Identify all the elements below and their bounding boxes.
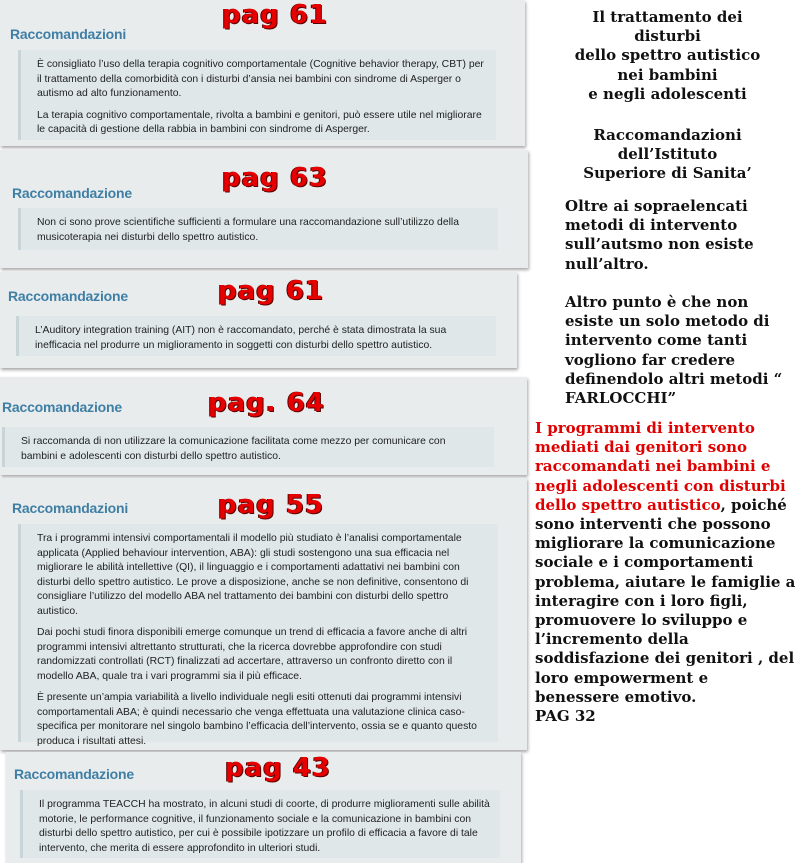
heading-line: dello spettro autistico <box>574 46 761 65</box>
page-reference-label: pag. 64 <box>208 388 325 418</box>
page-reference: PAG 32 <box>535 707 596 726</box>
card-title: Raccomandazione <box>14 766 134 782</box>
card-paragraph: Dai pochi studi finora disponibili emerge comunque un trend di efficacia a favore anche di altri programmi intensivi altrettanto strutturati, che la ricerca dovrebbe approfondire con studi randomizzati controllati (RCT) finalizzati ad accertare, attraverso un confronto diretto con il modello ABA, quale tra i vari programmi sia il più efficace. <box>37 627 468 682</box>
card-paragraph: Il programma TEACCH ha mostrato, in alcuni studi di coorte, di produrre miglioramenti sulle abilità motorie, le performance cognitive, il funzionamento sociale e la comunicazione in bambini con disturbi dello spettro autistico, per cui è possibile ipotizzare un profilo di efficacia a favore di tale intervento, che merita di essere approfondito in ulteriori studi. <box>39 799 490 854</box>
page-reference-label: pag 61 <box>218 276 325 306</box>
sidebar-heading <box>535 8 800 104</box>
card-paragraph: Tra i programmi intensivi comportamentali il modello più studiato è l’analisi comportamentale applicata (Applied behaviour intervention, ABA): gli studi sostengono una sua efficacia nel migliorare le abilità intellettive (QI), il linguaggio e i comportamenti adattativi nei bambini con disturbi dello spettro autistico. Le prove a disposizione, anche se non definitive, consentono di consigliare l’utilizzo del modello ABA nel trattamento dei bambini con disturbi dello spettro autistico. <box>37 533 469 617</box>
card-paragraph: È presente un’ampia variabilità a livello individuale negli esiti ottenuti dai programmi intensivi comportamentali ABA; è quindi necessario che venga effettuata una valutazione clinica caso-specifica per monitorare nel singolo bambino l’efficacia dell’intervento, ossia se e quanto questo produca i risultati attesi. <box>37 692 477 747</box>
card-title: Raccomandazione <box>8 288 128 304</box>
sidebar-paragraph-no-other-methods: Oltre ai sopraelencati metodi di intervento sull’autsmo non esiste null’altro. <box>565 197 754 273</box>
page-reference-label: pag 55 <box>218 490 325 520</box>
subheading-line: Raccomandazioni <box>593 126 742 144</box>
card-title: Raccomandazione <box>12 185 132 201</box>
card-paragraph: Si raccomanda di non utilizzare la comunicazione facilitata come mezzo per comunicare con bambini e adolescenti con disturbi dello spettro autistico. <box>21 436 446 462</box>
card-text-box <box>18 50 496 140</box>
card-paragraph: È consigliato l’uso della terapia cognitivo comportamentale (Cognitive behavior therapy, CBT) per il trattamento della comorbidità con i disturbi d’ansia nei bambini con sindrome di Asperger o autismo ad alto funzionamento. <box>37 59 484 99</box>
heading-line: disturbi <box>634 27 701 46</box>
page-reference-label: pag 61 <box>222 0 329 30</box>
card-text-box <box>2 427 494 467</box>
card-text-box <box>16 316 496 356</box>
body-text: , poiché sono interventi che possono migliorare la comunicazione sociale e i comportamenti problema, aiutare le famiglie a interagire con i loro figli, promuovere lo sviluppo e l’incremento della soddisfazione dei genitori , del loro empowerment e benessere emotivo. <box>535 495 796 706</box>
card-title: Raccomandazioni <box>12 500 129 516</box>
card-text-box <box>20 790 500 858</box>
heading-line: Il trattamento dei <box>592 8 743 26</box>
card-paragraph: La terapia cognitivo comportamentale, rivolta a bambini e genitori, può essere utile nel migliorare le capacità di gestione della rabbia in bambini con sindrome di Asperger. <box>37 109 482 135</box>
page-reference-label: pag 43 <box>225 753 332 783</box>
page-reference-label: pag 63 <box>222 163 329 193</box>
sidebar-paragraph-farlocchi: Altro punto è che non esiste un solo metodo di intervento come tanti vogliono far credere definendolo altri metodi “ FARLOCCHI” <box>565 293 783 408</box>
card-title: Raccomandazioni <box>10 26 127 42</box>
subheading-line: Superiore di Sanita’ <box>583 164 752 183</box>
heading-line: e negli adolescenti <box>588 84 747 103</box>
card-paragraph: Non ci sono prove scientifiche sufficienti a formulare una raccomandazione sull’utilizzo della musicoterapia nei disturbi dello spettro autistico. <box>37 217 460 243</box>
card-text-box <box>18 208 498 250</box>
subheading-line: dell’Istituto <box>617 145 718 164</box>
card-paragraph: L’Auditory integration training (AIT) non è raccomandato, perché è stata dimostrata la sua inefficacia nel produrre un miglioramento in soggetti con disturbi dello spettro autistico. <box>35 325 447 351</box>
card-text-box <box>18 524 498 747</box>
heading-line: nei bambini <box>617 65 718 84</box>
highlighted-text: I programmi di intervento mediati dai genitori sono raccomandati nei bambini e negli adolescenti con disturbi dello spettro autistico <box>535 419 786 514</box>
sidebar-paragraph-parent-programs <box>535 419 797 726</box>
card-title: Raccomandazione <box>2 399 122 415</box>
sidebar-subheading <box>535 126 800 184</box>
